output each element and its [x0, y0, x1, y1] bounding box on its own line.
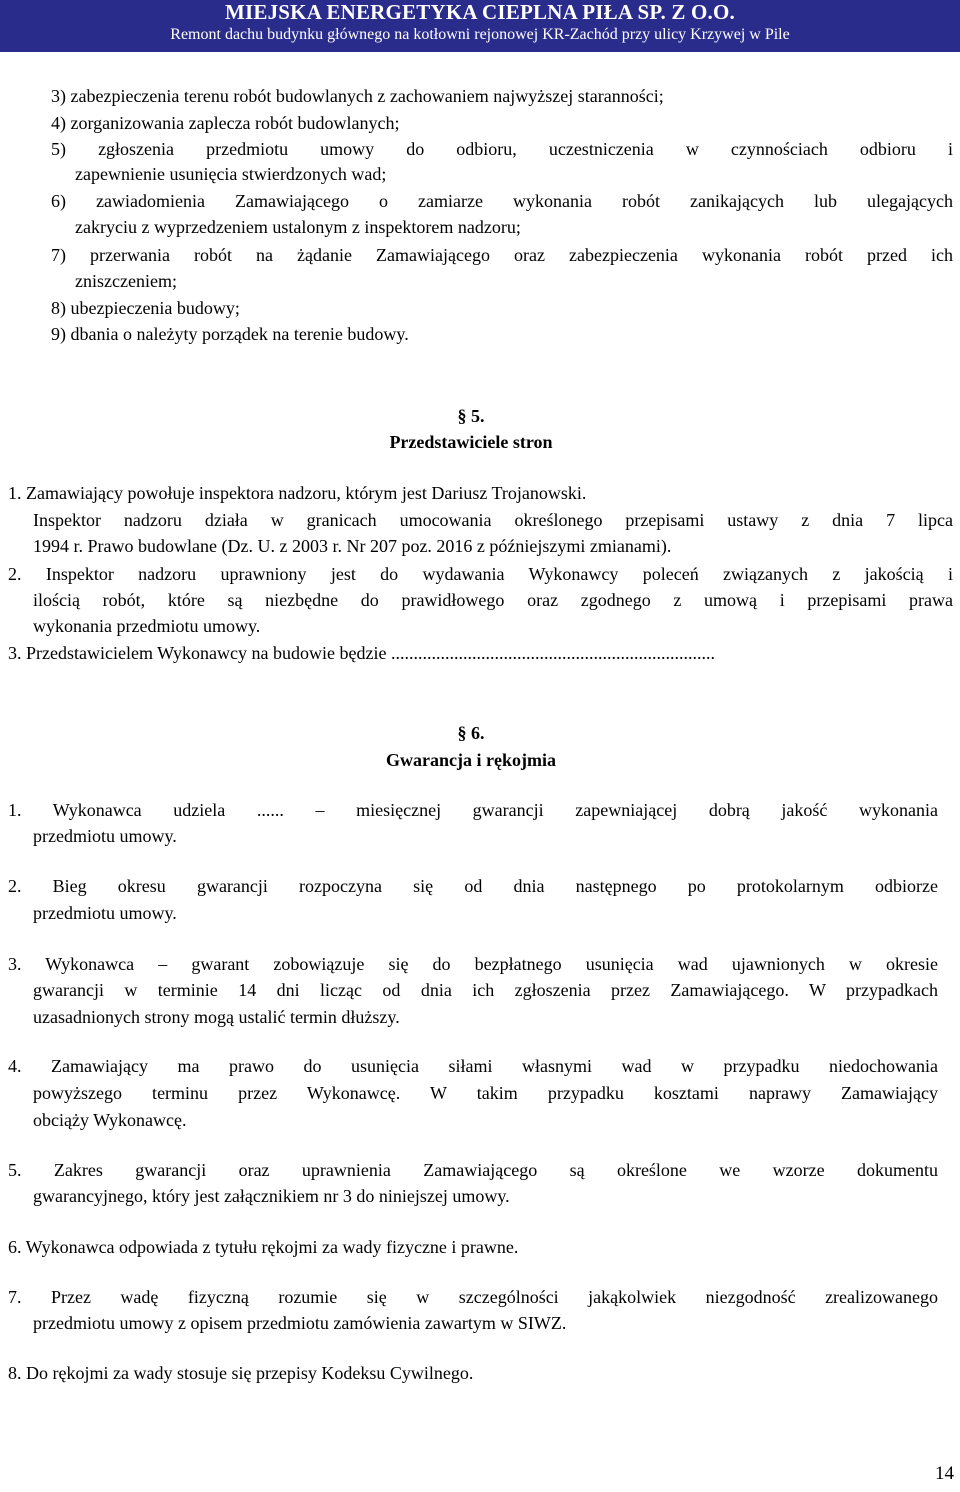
- duty-item-6-line-2: zakryciu z wyprzedzeniem ustalonym z inspektorem nadzoru;: [75, 217, 521, 237]
- section-5-title: Przedstawiciele stron: [389, 432, 553, 452]
- section-6-p2-line-1: 2. Bieg okresu gwarancji rozpoczyna się od dnia następnego po protokolarnym odbiorze: [8, 876, 938, 896]
- duty-item-9: 9) dbania o należyty porządek na terenie budowy.: [51, 324, 409, 344]
- contract-subject: Remont dachu budynku głównego na kotłowni rejonowej KR-Zachód przy ulicy Krzywej w Pile: [170, 26, 790, 43]
- section-6-p7-line-2: przedmiotu umowy z opisem przedmiotu zamówienia zawartym w SIWZ.: [33, 1313, 567, 1333]
- section-6-p1-line-1: 1. Wykonawca udziela ...... – miesięcznej gwarancji zapewniającej dobrą jakość wykonania: [8, 800, 938, 820]
- section-6-p4-line-3: obciąży Wykonawcę.: [33, 1110, 187, 1130]
- section-5-p1-line-1: 1. Zamawiający powołuje inspektora nadzoru, którym jest Dariusz Trojanowski.: [8, 483, 587, 503]
- section-5-number: § 5.: [457, 406, 485, 426]
- duty-item-4: 4) zorganizowania zaplecza robót budowlanych;: [51, 113, 400, 133]
- section-6-p6: 6. Wykonawca odpowiada z tytułu rękojmi za wady fizyczne i prawne.: [8, 1237, 519, 1257]
- section-6-p7-line-1: 7. Przez wadę fizyczną rozumie się w szczególności jakąkolwiek niezgodność zrealizowanego: [8, 1287, 938, 1307]
- page-header: [0, 0, 960, 52]
- duty-item-5-line-1: 5) zgłoszenia przedmiotu umowy do odbioru, uczestniczenia w czynnościach odbioru i: [51, 139, 953, 159]
- section-6-p5-line-1: 5. Zakres gwarancji oraz uprawnienia Zamawiającego są określone we wzorze dokumentu: [8, 1160, 938, 1180]
- section-5-p1-line-3: 1994 r. Prawo budowlane (Dz. U. z 2003 r. Nr 207 poz. 2016 z późniejszymi zmianami).: [33, 536, 672, 556]
- section-5-p2-line-3: wykonania przedmiotu umowy.: [33, 616, 261, 636]
- duty-item-7-line-2: zniszczeniem;: [75, 271, 177, 291]
- section-6-p4-line-1: 4. Zamawiający ma prawo do usunięcia siłami własnymi wad w przypadku niedochowania: [8, 1056, 938, 1076]
- duty-item-8: 8) ubezpieczenia budowy;: [51, 298, 240, 318]
- section-5-p2-line-2: ilością robót, które są niezbędne do prawidłowego oraz zgodnego z umową i przepisami prawa: [33, 590, 953, 610]
- section-6-p3-line-1: 3. Wykonawca – gwarant zobowiązuje się do bezpłatnego usunięcia wad ujawnionych w okresie: [8, 954, 938, 974]
- duty-item-6-line-1: 6) zawiadomienia Zamawiającego o zamiarze wykonania robót zanikających lub ulegających: [51, 191, 953, 211]
- section-6-p3-line-2: gwarancji w terminie 14 dni licząc od dnia ich zgłoszenia przez Zamawiającego. W przypadkach: [33, 980, 938, 1000]
- section-6-title: Gwarancja i rękojmia: [386, 750, 556, 770]
- section-6-p1-line-2: przedmiotu umowy.: [33, 826, 177, 846]
- duty-item-7-line-1: 7) przerwania robót na żądanie Zamawiającego oraz zabezpieczenia wykonania robót przed ich: [51, 245, 953, 265]
- section-6-p5-line-2: gwarancyjnego, który jest załącznikiem nr 3 do niniejszej umowy.: [33, 1186, 510, 1206]
- company-name: MIEJSKA ENERGETYKA CIEPLNA PIŁA SP. Z O.O.: [225, 0, 735, 24]
- page-number: 14: [935, 1463, 954, 1484]
- duty-item-3: 3) zabezpieczenia terenu robót budowlanych z zachowaniem najwyższej staranności;: [51, 86, 664, 106]
- section-6-p8: 8. Do rękojmi za wady stosuje się przepisy Kodeksu Cywilnego.: [8, 1363, 474, 1383]
- section-6-p3-line-3: uzasadnionych strony mogą ustalić termin dłuższy.: [33, 1007, 400, 1027]
- section-6-p4-line-2: powyższego terminu przez Wykonawcę. W takim przypadku kosztami naprawy Zamawiający: [33, 1083, 938, 1103]
- section-6-p2-line-2: przedmiotu umowy.: [33, 903, 177, 923]
- section-5-p3: 3. Przedstawicielem Wykonawcy na budowie będzie ........................................................................: [8, 643, 715, 663]
- duty-item-5-line-2: zapewnienie usunięcia stwierdzonych wad;: [75, 164, 387, 184]
- section-6-number: § 6.: [457, 723, 485, 743]
- section-5-p2-line-1: 2. Inspektor nadzoru uprawniony jest do wydawania Wykonawcy poleceń związanych z jakością i: [8, 564, 953, 584]
- section-5-p1-line-2: Inspektor nadzoru działa w granicach umocowania określonego przepisami ustawy z dnia 7 lipca: [33, 510, 953, 530]
